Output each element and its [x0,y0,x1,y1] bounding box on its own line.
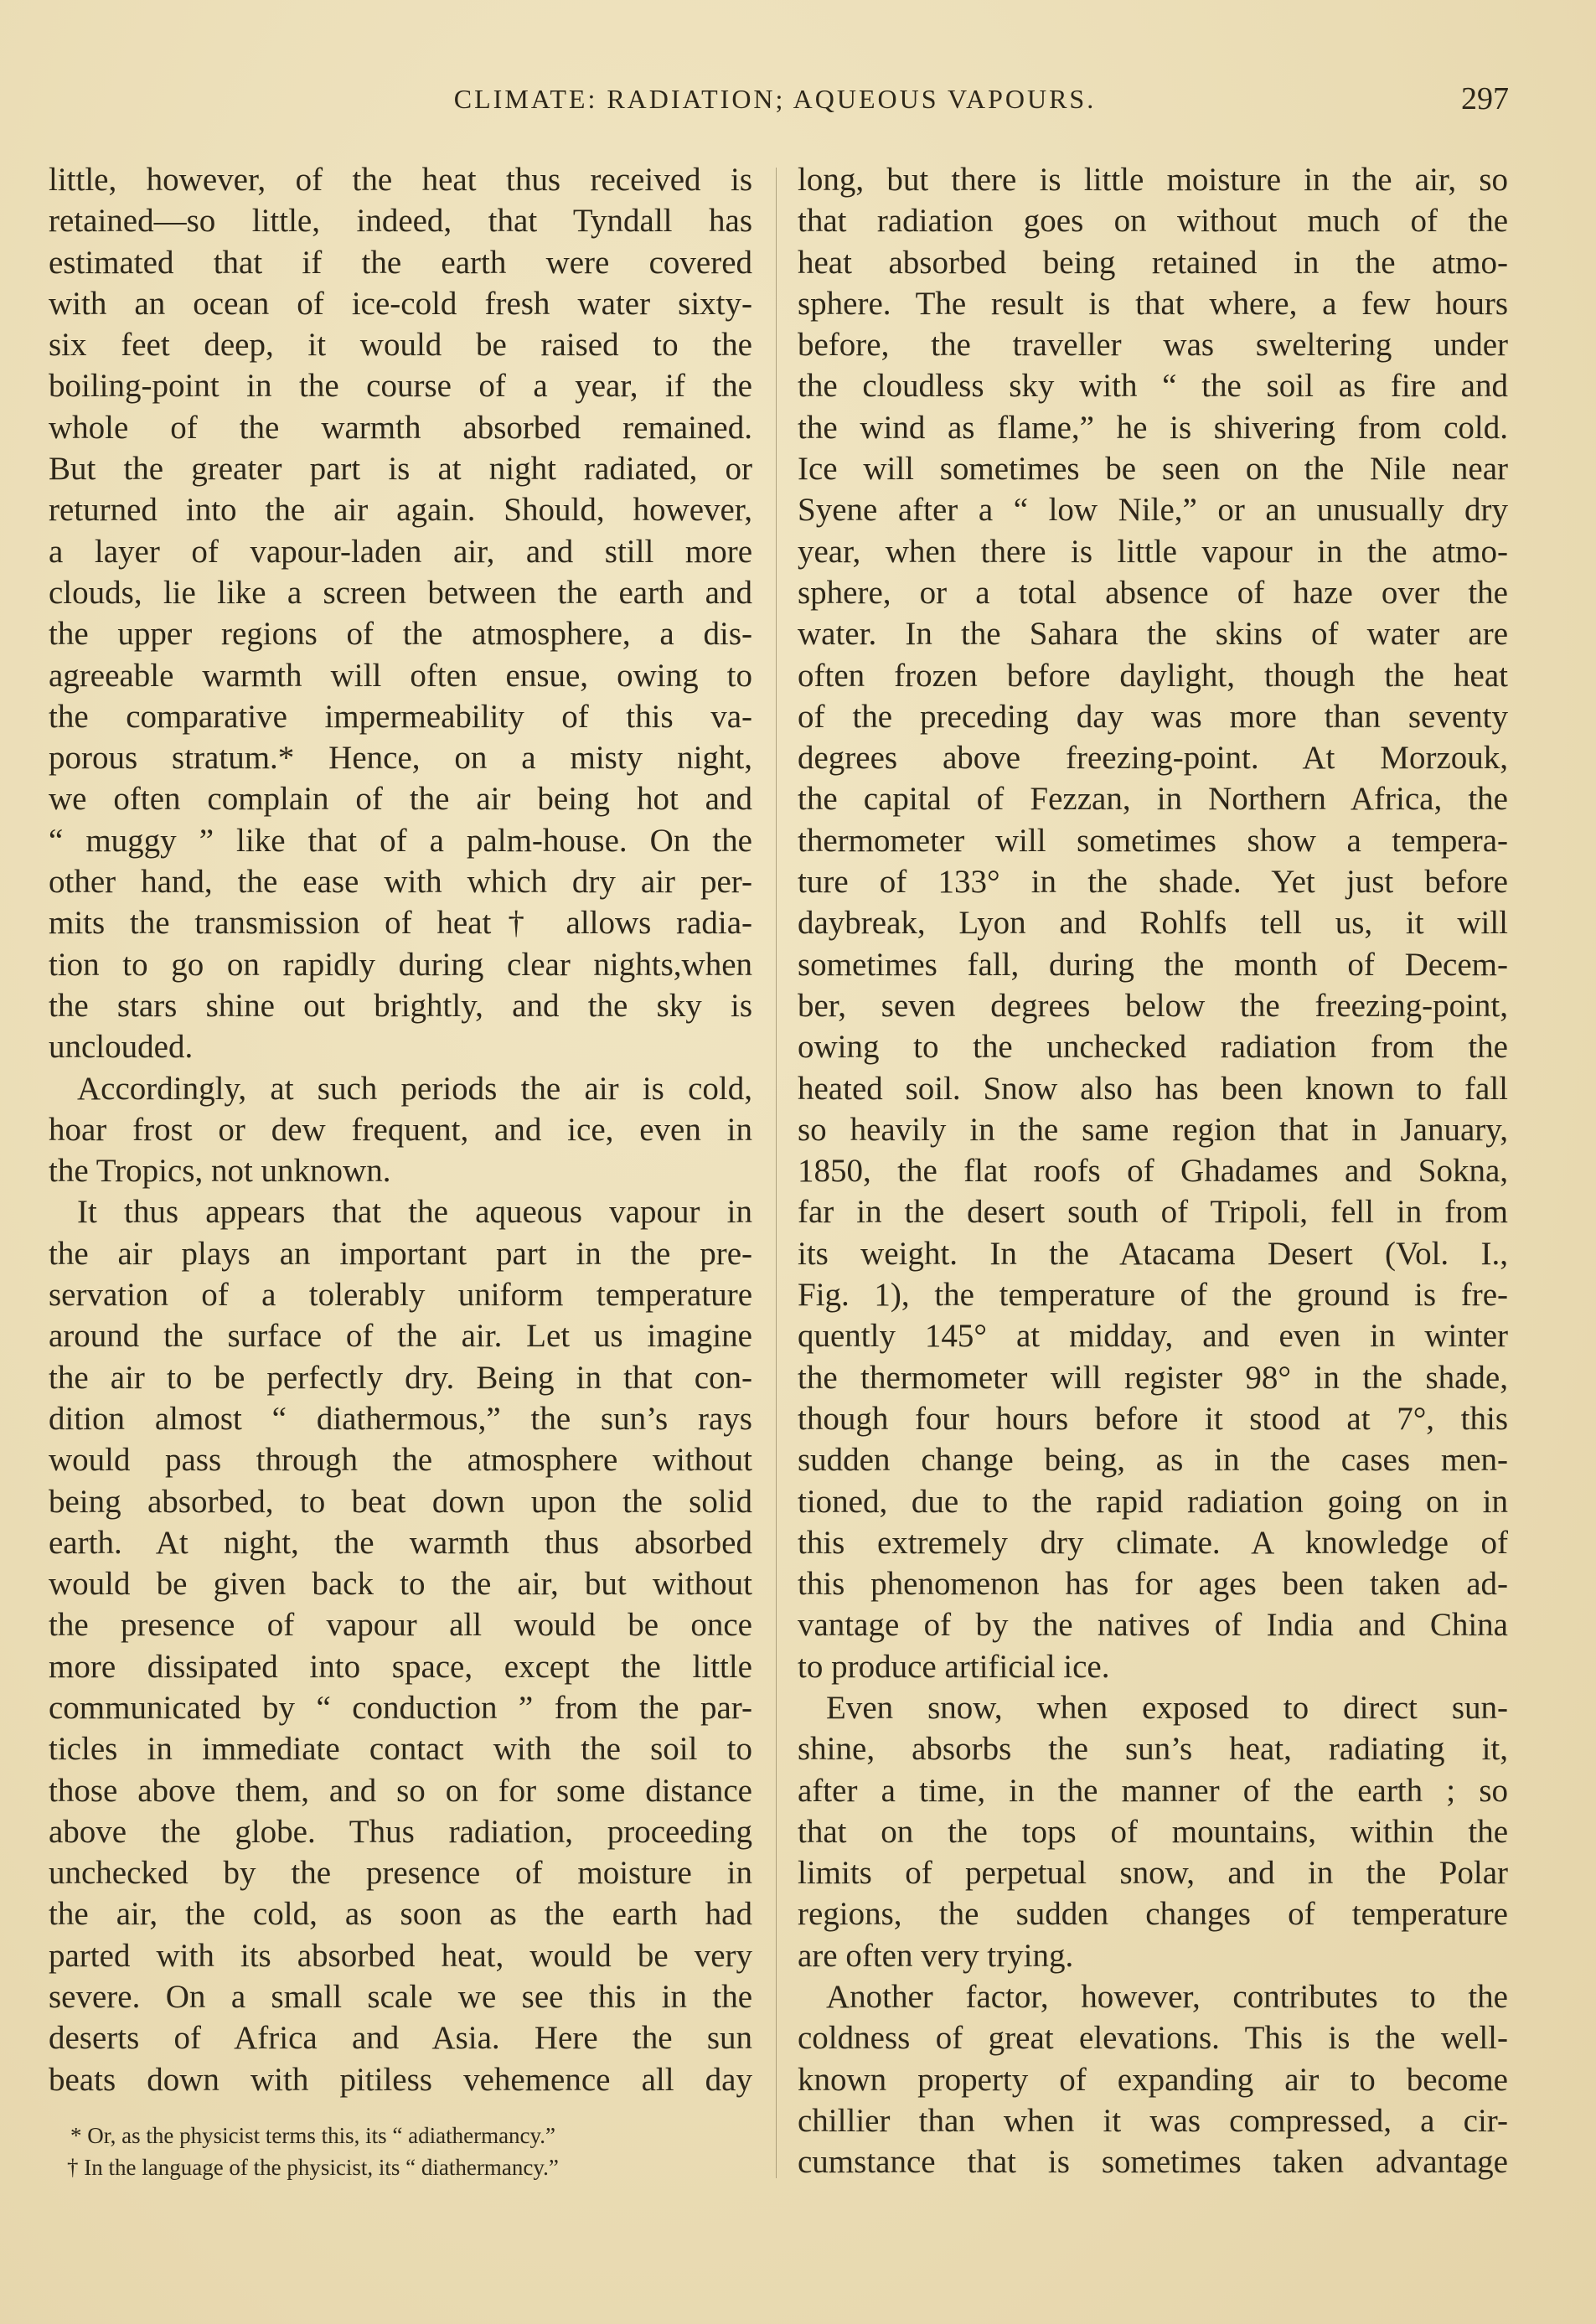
left-column-line: ticles in immediate contact with the soil to [49,1731,752,1768]
right-column-line: sometimes fall, during the month of Decem- [798,946,1508,983]
left-column-line: porous stratum.* Hence, on a misty night, [49,740,752,777]
right-column-line: Even snow, when exposed to direct sun- [826,1689,1508,1726]
left-column-line: the upper regions of the atmosphere, a dis- [49,616,752,653]
left-column-line: around the surface of the air. Let us imagine [49,1318,752,1355]
right-column-line: thermometer will sometimes show a tempera- [798,822,1508,859]
right-column-line: heat absorbed being retained in the atmo- [798,244,1508,281]
right-column-line: before, the traveller was sweltering under [798,327,1508,364]
left-column-line: unchecked by the presence of moisture in [49,1855,752,1892]
right-column-line: often frozen before daylight, though the heat [798,657,1508,694]
page-number: 297 [1461,81,1509,116]
left-column-line: the air, the cold, as soon as the earth had [49,1896,752,1933]
running-head-title: CLIMATE: RADIATION; AQUEOUS VAPOURS. [453,84,1097,114]
left-column-line: would pass through the atmosphere without [49,1442,752,1479]
left-column-line: the air to be perfectly dry. Being in that con- [49,1359,752,1396]
left-column-line: “ muggy ” like that of a palm-house. On the [49,822,752,859]
right-column-line: to produce artificial ice. [798,1648,1110,1685]
right-column-line: shine, absorbs the sun’s heat, radiating it, [798,1731,1508,1768]
left-column-line: above the globe. Thus radiation, proceeding [49,1813,752,1850]
left-column-line: unclouded. [49,1029,194,1066]
right-column-line: cumstance that is sometimes taken advantage [798,2144,1508,2181]
right-column-line: so heavily in the same region that in January, [798,1111,1508,1148]
right-column-line: Fig. 1), the temperature of the ground is fre- [798,1277,1508,1314]
right-column-line: limits of perpetual snow, and in the Polar [798,1855,1508,1892]
left-column-line: the air plays an important part in the pre- [49,1235,752,1272]
right-column-line: known property of expanding air to become [798,2061,1508,2098]
right-column-line: though four hours before it stood at 7°, this [798,1400,1508,1437]
footnote-dagger: † In the language of the physicist, its “ diathermancy.” [67,2155,559,2180]
left-column-line: But the greater part is at night radiated, or [49,451,752,488]
left-column-line: earth. At night, the warmth thus absorbed [49,1524,752,1561]
footnote-asterisk: * Or, as the physicist terms this, its “ adiathermancy.” [70,2123,556,2148]
right-column-line: chillier than when it was compressed, a cir- [798,2102,1508,2139]
left-column-line: the Tropics, not unknown. [49,1153,391,1190]
right-column-line: this phenomenon has for ages been taken ad- [798,1566,1508,1603]
left-column-line: mits the transmission of heat† allows radia- [49,905,752,942]
right-column-line: sphere, or a total absence of haze over the [798,574,1508,611]
left-column-line: deserts of Africa and Asia. Here the sun [49,2020,752,2057]
left-text-column [49,159,752,2100]
left-column-line: agreeable warmth will often ensue, owing to [49,657,752,694]
left-column-line: beats down with pitiless vehemence all day [49,2061,752,2098]
right-column-line: after a time, in the manner of the earth ; so [798,1772,1508,1809]
right-column-line: regions, the sudden changes of temperature [798,1896,1508,1933]
left-column-line: servation of a tolerably uniform temperature [49,1277,752,1314]
right-column-line: long, but there is little moisture in the air, so [798,162,1508,198]
left-column-line: six feet deep, it would be raised to the [49,327,752,364]
right-column-line: heated soil. Snow also has been known to fall [798,1070,1508,1107]
left-column-line: clouds, lie like a screen between the earth and [49,574,752,611]
left-column-line: estimated that if the earth were covered [49,244,752,281]
right-column-line: that on the tops of mountains, within the [798,1813,1508,1850]
column-divider-rule [776,168,777,2178]
left-column-line: returned into the air again. Should, however, [49,492,752,529]
left-column-line: a layer of vapour-laden air, and still more [49,533,752,570]
left-column-line: we often complain of the air being hot and [49,781,752,818]
left-column-line: the presence of vapour all would be once [49,1607,752,1644]
right-column-line: Another factor, however, contributes to the [826,1979,1508,2016]
right-text-column [798,159,1508,2183]
right-column-line: that radiation goes on without much of the [798,203,1508,240]
right-column-line: 1850, the flat roofs of Ghadames and Sokna, [798,1153,1508,1190]
right-column-line: quently 145° at midday, and even in winter [798,1318,1508,1355]
right-column-line: owing to the unchecked radiation from the [798,1029,1508,1066]
left-column-line: parted with its absorbed heat, would be very [49,1937,752,1974]
right-column-line: year, when there is little vapour in the atmo- [798,533,1508,570]
left-column-line: Accordingly, at such periods the air is cold, [77,1070,752,1107]
left-column-line: those above them, and so on for some distance [49,1772,752,1809]
left-column-line: with an ocean of ice-cold fresh water sixty- [49,285,752,322]
right-column-line: of the preceding day was more than seventy [798,698,1508,735]
footnotes [67,2120,754,2183]
right-column-line: sudden change being, as in the cases men- [798,1442,1508,1479]
left-column-line: more dissipated into space, except the little [49,1648,752,1685]
left-column-line: retained—so little, indeed, that Tyndall has [49,203,752,240]
left-column-line: little, however, of the heat thus received is [49,162,752,198]
left-column-line: being absorbed, to beat down upon the solid [49,1483,752,1520]
right-column-line: coldness of great elevations. This is the well- [798,2020,1508,2057]
right-column-line: Syene after a “ low Nile,” or an unusually dry [798,492,1508,529]
right-column-line: daybreak, Lyon and Rohlfs tell us, it will [798,905,1508,942]
left-column-line: tion to go on rapidly during clear nights,when [49,946,752,983]
left-column-line: communicated by “ conduction ” from the par- [49,1689,752,1726]
right-column-line: the thermometer will register 98° in the shade, [798,1359,1508,1396]
right-column-line: water. In the Sahara the skins of water are [798,616,1508,653]
right-column-line: ture of 133° in the shade. Yet just before [798,864,1508,901]
right-column-line: Ice will sometimes be seen on the Nile near [798,451,1508,488]
left-column-line: boiling-point in the course of a year, if the [49,368,752,405]
right-column-line: ber, seven degrees below the freezing-point, [798,987,1508,1024]
right-column-line: degrees above freezing-point. At Morzouk, [798,740,1508,777]
left-column-line: would be given back to the air, but without [49,1566,752,1603]
left-column-line: the stars shine out brightly, and the sky is [49,987,752,1024]
right-column-line: the cloudless sky with “ the soil as fire and [798,368,1508,405]
right-column-line: the capital of Fezzan, in Northern Africa, the [798,781,1508,818]
left-column-line: the comparative impermeability of this va- [49,698,752,735]
right-column-line: tioned, due to the rapid radiation going on in [798,1483,1508,1520]
left-column-line: severe. On a small scale we see this in the [49,1979,752,2016]
right-column-line: sphere. The result is that where, a few hours [798,285,1508,322]
left-column-line: other hand, the ease with which dry air per- [49,864,752,901]
left-column-line: hoar frost or dew frequent, and ice, even in [49,1111,752,1148]
right-column-line: vantage of by the natives of India and China [798,1607,1508,1644]
left-column-line: dition almost “ diathermous,” the sun’s rays [49,1400,752,1437]
right-column-line: this extremely dry climate. A knowledge of [798,1524,1508,1561]
left-column-line: whole of the warmth absorbed remained. [49,409,752,446]
right-column-line: its weight. In the Atacama Desert (Vol. I., [798,1235,1508,1272]
right-column-line: far in the desert south of Tripoli, fell in from [798,1194,1508,1231]
right-column-line: the wind as flame,” he is shivering from cold. [798,409,1508,446]
left-column-line: It thus appears that the aqueous vapour in [77,1194,752,1231]
right-column-line: are often very trying. [798,1937,1074,1974]
